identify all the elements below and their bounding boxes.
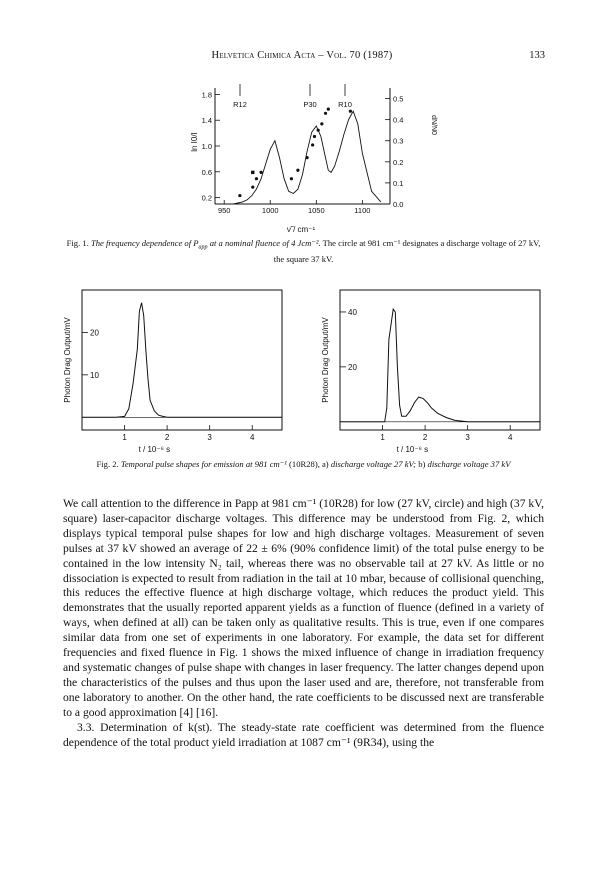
figure-2-caption-italic-c: discharge voltage 37 kV	[427, 459, 511, 469]
figure-2a-chart	[60, 282, 290, 467]
figure-2a-x-tick-label: 3	[207, 433, 212, 442]
figure-2b-xlabel: t / 10⁻⁶ s	[396, 445, 429, 454]
figure-1-data-point	[349, 110, 352, 113]
figure-1-line-label: R12	[233, 100, 247, 109]
figure-1-line-labels	[233, 84, 352, 109]
figure-1-caption-italic-a: The frequency dependence of P	[90, 238, 199, 248]
figure-1-left-tick-label: 1.8	[201, 90, 212, 100]
figure-1-left-tick-label: 1.0	[201, 142, 212, 151]
figure-1-ylabel-left: ln I0/I	[190, 132, 199, 152]
figure-1-caption-rest: The circle at 981 cm⁻¹ designates a discharge voltage of 27 kV, the square 37 kV.	[273, 238, 541, 264]
figure-2-caption-italic-a: Temporal pulse shapes for emission at 981 cm⁻¹	[120, 459, 287, 469]
figure-1-caption-italic-b: at a nominal fluence of 4 Jcm⁻².	[209, 238, 321, 248]
figure-2b-ylabel: Photon Drag Output/mV	[321, 317, 330, 403]
figure-2-caption-middle-2: b)	[418, 459, 426, 469]
figure-2b-y-tick-label: 20	[348, 362, 357, 372]
figure-1-x-tick-label: 1000	[261, 206, 279, 215]
figure-1-ylabel-right: dN/N0	[430, 115, 437, 135]
figure-1-data-point	[259, 171, 262, 174]
running-header	[0, 50, 604, 66]
figure-2b-x-tick-label: 4	[507, 433, 513, 442]
figure-2a-y-tick-label: 20	[90, 328, 99, 338]
figure-1-right-tick-label: 0.3	[393, 136, 404, 146]
figure-2a-x-tick-label: 1	[122, 433, 127, 442]
figure-2-caption	[63, 459, 544, 470]
figure-1-line-label: P30	[303, 100, 317, 109]
figure-1-data-point	[238, 194, 241, 197]
figure-2a-x-tick-label: 2	[164, 433, 170, 442]
figure-1-data-point	[290, 177, 293, 180]
figure-1-data-point	[311, 143, 314, 146]
figure-1-data-point	[255, 177, 258, 180]
body-text	[63, 497, 544, 750]
figure-1-left-tick-label: 0.2	[201, 193, 212, 203]
figure-1-x-tick-label: 950	[217, 206, 231, 215]
figure-1-right-ticks	[385, 95, 403, 209]
figure-2b-pulse-line	[340, 309, 540, 422]
figure-2b-x-tick-label: 1	[380, 433, 385, 442]
figure-2b-chart	[318, 282, 548, 467]
figure-1-data-point	[313, 135, 316, 138]
figure-1-line-label: R10	[338, 100, 352, 109]
figure-2a-y-tick-label: 10	[90, 370, 99, 380]
figure-1-right-tick-label: 0.5	[393, 94, 404, 104]
figure-1-left-tick-label: 1.4	[201, 116, 212, 126]
figure-1-caption-subscript: app	[198, 244, 208, 251]
figure-1-data	[224, 107, 381, 204]
paragraph-1: We call attention to the difference in Papp at 981 cm⁻¹ (10R28) for low (27 kV, circle) and high (37 kV, square) laser-capacitor discharge voltages. This difference may be understood from Fig. 2, which displays typical temporal pulse shapes for low and high discharge voltages. Measurement of seven pulses at 37 kV showed an average of 22 ± 6% (90% confidence limit) of the total pulse energy to be contained in the low intensity N₂ tail, whereas there was no observable tail at 27 kV. As little or no dissociation is expected to result from radiation in the tail at 10 mbar, because of collisional quenching, this reduces the effective fluence at high discharge voltage, which reduces the product yield. This demonstrates that the usually reported apparent yields as a function of fluence (defined in a variety of ways, when defined at all) can be taken only as qualitative results. This is true, even if one compares similar data from one set of experiments in one laboratory. For example, the data set for different frequencies and fixed fluence in Fig. 1 shows the mixed influence of change in irradiation frequency and systematic changes of pulse shape with changes in laser frequency. The latter changes depend upon the characteristics of the pulses and thus upon the laser used and are, therefore, not transferable from one laboratory to another. On the other hand, the rate coefficients to be discussed next are transferable to a good approximation [4] [16].	[63, 497, 544, 719]
figure-2-caption-italic-b: discharge voltage 27 kV;	[330, 459, 417, 469]
figure-1-left-tick-label: 0.6	[201, 167, 212, 177]
figure-1-caption-lead: Fig. 1.	[66, 238, 89, 248]
figure-2-caption-middle: (10R28), a)	[289, 459, 329, 469]
figure-1-right-tick-label: 0.2	[393, 157, 404, 167]
figure-2a-x-tick-label: 4	[249, 433, 255, 442]
figure-2b-frame	[340, 290, 540, 430]
figure-1-data-point	[251, 186, 254, 189]
figure-1-data-point	[296, 169, 299, 172]
figure-1-chart	[185, 80, 440, 240]
paragraph-2: 3.3. Determination of k(st). The steady-state rate coefficient was determined from the fluence dependence of the total product yield irradiation at 1087 cm⁻¹ (9R34), using the	[63, 720, 544, 749]
figure-1-left-ticks	[202, 90, 220, 202]
figure-1-x-tick-label: 1100	[354, 206, 371, 215]
figure-2a-ylabel: Photon Drag Output/mV	[63, 317, 72, 403]
figure-2a-xlabel: t / 10⁻⁶ s	[138, 445, 171, 454]
figure-1-caption	[63, 238, 544, 265]
figure-1-data-point	[324, 112, 327, 115]
figure-1-spectrum-line	[224, 111, 381, 204]
figure-1-square-point	[251, 171, 254, 174]
figure-1-x-tick-label: 1050	[307, 206, 325, 215]
figure-2a-frame	[82, 290, 282, 430]
figure-2b-y-tick-label: 40	[348, 307, 357, 317]
figure-2-caption-lead: Fig. 2.	[96, 459, 119, 469]
figure-1-data-point	[327, 107, 330, 110]
page-number: 133	[529, 50, 545, 61]
figure-1-xlabel: ν̃ / cm⁻¹	[286, 225, 316, 234]
figure-2b-x-tick-label: 2	[422, 433, 428, 442]
figure-1-right-tick-label: 0.0	[393, 200, 404, 209]
figure-2a-pulse-line	[82, 303, 282, 418]
figure-2b-x-tick-label: 3	[465, 433, 470, 442]
journal-title: Helvetica Chimica Acta – Vol. 70 (1987)	[211, 50, 393, 61]
figure-1-right-tick-label: 0.1	[393, 178, 404, 188]
figure-1-data-point	[320, 122, 323, 125]
figure-1-right-tick-label: 0.4	[393, 115, 404, 125]
